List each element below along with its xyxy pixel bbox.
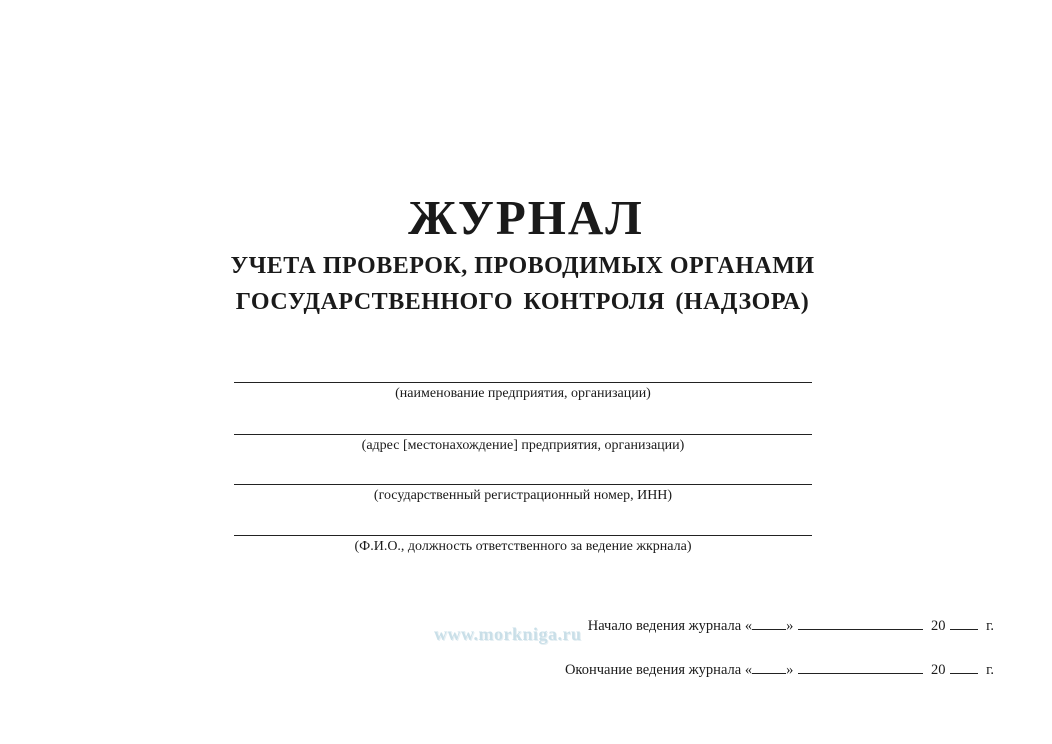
end-date-label: Окончание ведения журнала — [564, 662, 742, 678]
close-quote: » — [786, 662, 794, 678]
fill-in-line — [234, 535, 812, 536]
day-blank — [752, 661, 786, 674]
year-blank — [950, 617, 978, 630]
watermark: www.morkniga.ru — [434, 624, 582, 644]
field-caption: (государственный регистрационный номер, ИНН) — [373, 488, 673, 503]
century-prefix: 20 — [930, 662, 946, 678]
journal-start-date — [588, 617, 994, 635]
year-suffix: г. — [986, 662, 994, 678]
fill-in-line — [234, 434, 812, 435]
start-date-label: Начало ведения журнала — [587, 618, 742, 634]
day-blank — [752, 617, 786, 630]
field-caption: (наименование предприятия, организации) — [395, 386, 651, 401]
journal-subtitle-line-2: ГОСУДАРСТВЕННОГО КОНТРОЛЯ (НАДЗОРА) — [235, 289, 810, 315]
century-prefix: 20 — [930, 618, 946, 634]
fill-in-line — [234, 382, 812, 383]
journal-title: ЖУРНАЛ — [408, 190, 644, 245]
open-quote: « — [744, 662, 753, 678]
fill-in-line — [234, 484, 812, 485]
field-caption: (Ф.И.О., должность ответственного за ведение жкрнала) — [354, 539, 692, 554]
year-suffix: г. — [986, 618, 994, 634]
responsible-person-field — [234, 535, 812, 556]
open-quote: « — [744, 618, 753, 634]
year-blank — [950, 661, 978, 674]
field-caption: (адрес [местонахождение] предприятия, организации) — [361, 438, 685, 453]
registration-number-field — [234, 484, 812, 505]
organization-address-field — [234, 434, 812, 455]
month-blank — [798, 617, 923, 630]
organization-name-field — [234, 382, 812, 403]
journal-end-date — [565, 661, 994, 679]
journal-subtitle-line-1: УЧЕТА ПРОВЕРОК, ПРОВОДИМЫХ ОРГАНАМИ — [230, 253, 815, 279]
month-blank — [798, 661, 923, 674]
close-quote: » — [786, 618, 794, 634]
